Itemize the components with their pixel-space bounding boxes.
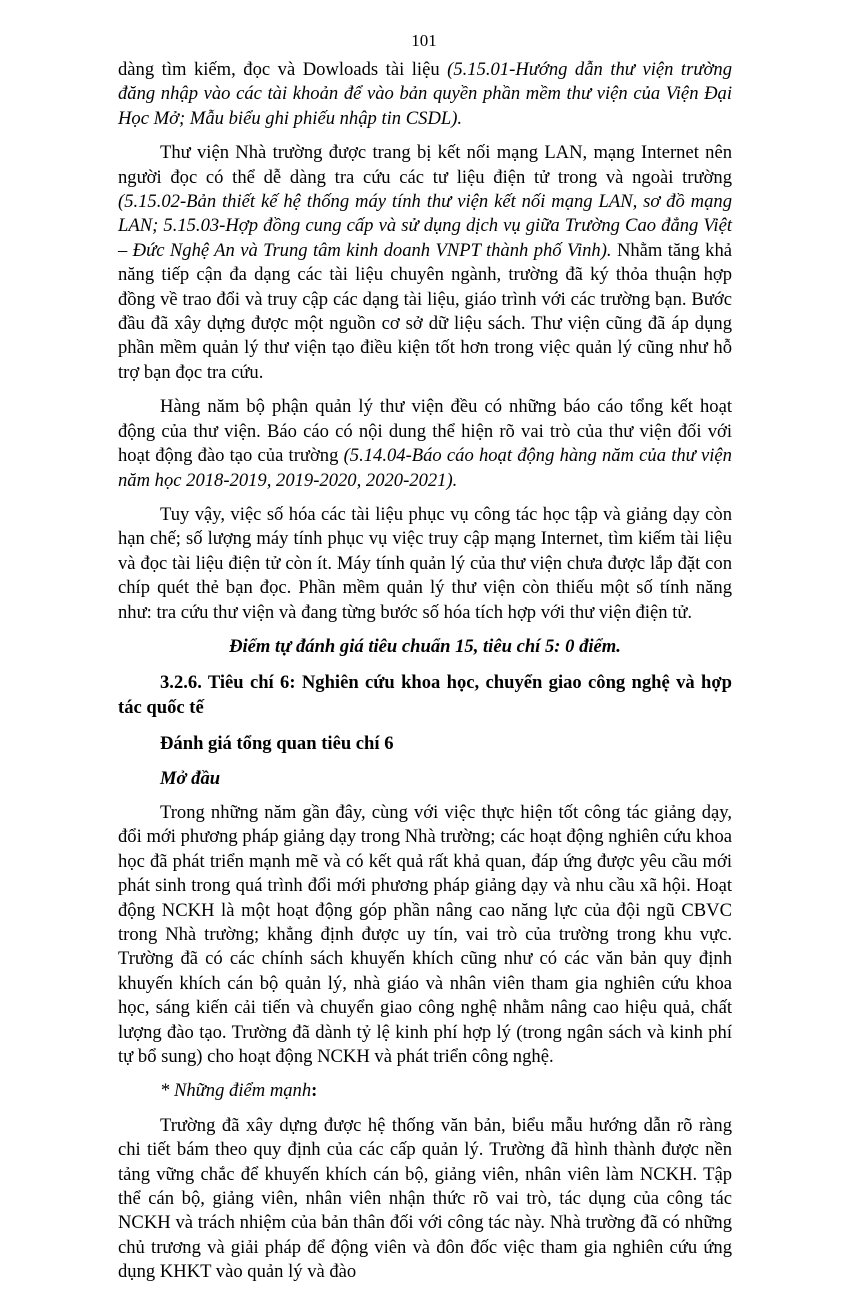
page-number: 101 [411,31,437,50]
paragraph-text: Hàng năm bộ phận quản lý thư viện đều có những báo cáo tổng kết hoạt động của thư viện. Báo cáo có nội dung thể hiện rõ vai trò của thư viện đối với hoạt động đào tạo của trường [118,396,732,467]
paragraph-library-downloads [118,58,732,131]
paragraph-library-reports [118,395,732,493]
strengths-label [160,1079,732,1103]
paragraph-text: Thư viện Nhà trường được trang bị kết nối mạng LAN, mạng Internet nên người đọc có thể dễ dàng tra cứu các tư liệu điện tử trong và ngoài trường [118,142,732,188]
paragraph-library-network [118,141,732,385]
paragraph-text: Nhằm tăng khả năng tiếp cận đa dạng các tài liệu chuyên ngành, trường đã ký thỏa thuận hợp đồng về trao đổi và truy cập các dạng tài liệu, giáo trình với các trường bạn. Bước đầu đã xây dựng được một nguồn cơ sở dữ liệu sách. Thư viện cũng đã áp dụng phần mềm quản lý thư viện tạo điều kiện tốt hơn trong việc quản lý cũng như hỗ trợ bạn đọc tra cứu. [118,239,732,383]
strengths-label-text: * Những điểm mạnh [160,1080,312,1102]
paragraph-research-intro: Trong những năm gần đây, cùng với việc thực hiện tốt công tác giảng dạy, đổi mới phương pháp giảng dạy trong Nhà trường; các hoạt động nghiên cứu khoa học đã phát triển mạnh mẽ và có kết quả rất khả quan, đáp ứng được yêu cầu mới phát sinh trong quá trình đổi mới phương pháp giảng dạy và nhu cầu xã hội. Hoạt động NCKH là một hoạt động góp phần nâng cao năng lực của đội ngũ CBVC trong Nhà trường; khẳng định được uy tín, vai trò của trường trong khu vực. Trường đã có các chính sách khuyến khích cũng như có các văn bản quy định khuyến khích cán bộ quản lý, nhà giáo và nhân viên tham gia nghiên cứu khoa học, sáng kiến cải tiến và chuyển giao công nghệ nhằm nâng cao hiệu quả, chất lượng đào tạo. Trường đã dành tỷ lệ kinh phí hợp lý (trong ngân sách và kinh phí tự bổ sung) cho hoạt động NCKH và phát triển công nghệ. [118,801,732,1068]
self-assessment-score: Điểm tự đánh giá tiêu chuẩn 15, tiêu chí 5: 0 điểm. [229,635,621,657]
evidence-reference: (5.15.01-Hướng dẫn thư viện trường đăng nhập vào các tài khoản để vào bản quyền phần mềm thư viện của Viện Đại Học Mở; Mẫu biểu ghi phiếu nhập tin CSDL). [118,59,732,129]
strengths-colon: : [311,1080,318,1102]
overview-subheading: Đánh giá tổng quan tiêu chí 6 [160,733,394,755]
paragraph-strengths: Trường đã xây dựng được hệ thống văn bản, biểu mẫu hướng dẫn rõ ràng chi tiết bám theo quy định của các cấp quản lý. Trường đã hình thành được nền tảng vững chắc để khuyến khích cán bộ, giảng viên, nhân viên làm NCKH. Tập thể cán bộ, giảng viên, nhân viên nhận thức rõ vai trò, tác dụng của công tác NCKH và trách nhiệm của bản thân đối với công tác này. Nhà trường đã có những chủ trương và giải pháp để động viên và đôn đốc việc tham gia nghiên cứu ứng dụng KHKT vào quản lý và đào [118,1114,732,1283]
evidence-reference: (5.14.04-Báo cáo hoạt động hàng năm của thư viện năm học 2018-2019, 2019-2020, 2020-2021). [118,445,732,491]
intro-label: Mở đầu [160,767,221,789]
section-heading-criterion-6: 3.2.6. Tiêu chí 6: Nghiên cứu khoa học, chuyển giao công nghệ và hợp tác quốc tế [118,672,732,718]
paragraph-limitations: Tuy vậy, việc số hóa các tài liệu phục vụ công tác học tập và giảng dạy còn hạn chế; số lượng máy tính phục vụ việc truy cập mạng Internet, tìm kiếm tài liệu và đọc tài liệu điện tử còn ít. Máy tính quản lý của thư viện chưa được lắp đặt con chíp quét thẻ bạn đọc. Phần mềm quản lý thư viện còn thiếu một số tính năng như: tra cứu thư viện và đang từng bước số hóa tích hợp với thư viện điện tử. [118,503,732,623]
paragraph-text: dàng tìm kiếm, đọc và Dowloads tài liệu [118,59,448,80]
evidence-reference: (5.15.02-Bản thiết kế hệ thống máy tính thư viện kết nối mạng LAN, sơ đồ mạng LAN; 5.15.03-Hợp đồng cung cấp và sử dụng dịch vụ giữa Trường Cao đẳng Việt – Đức Nghệ An và Trung tâm kinh doanh VNPT thành phố Vinh). [118,191,732,261]
document-body [118,58,732,1295]
